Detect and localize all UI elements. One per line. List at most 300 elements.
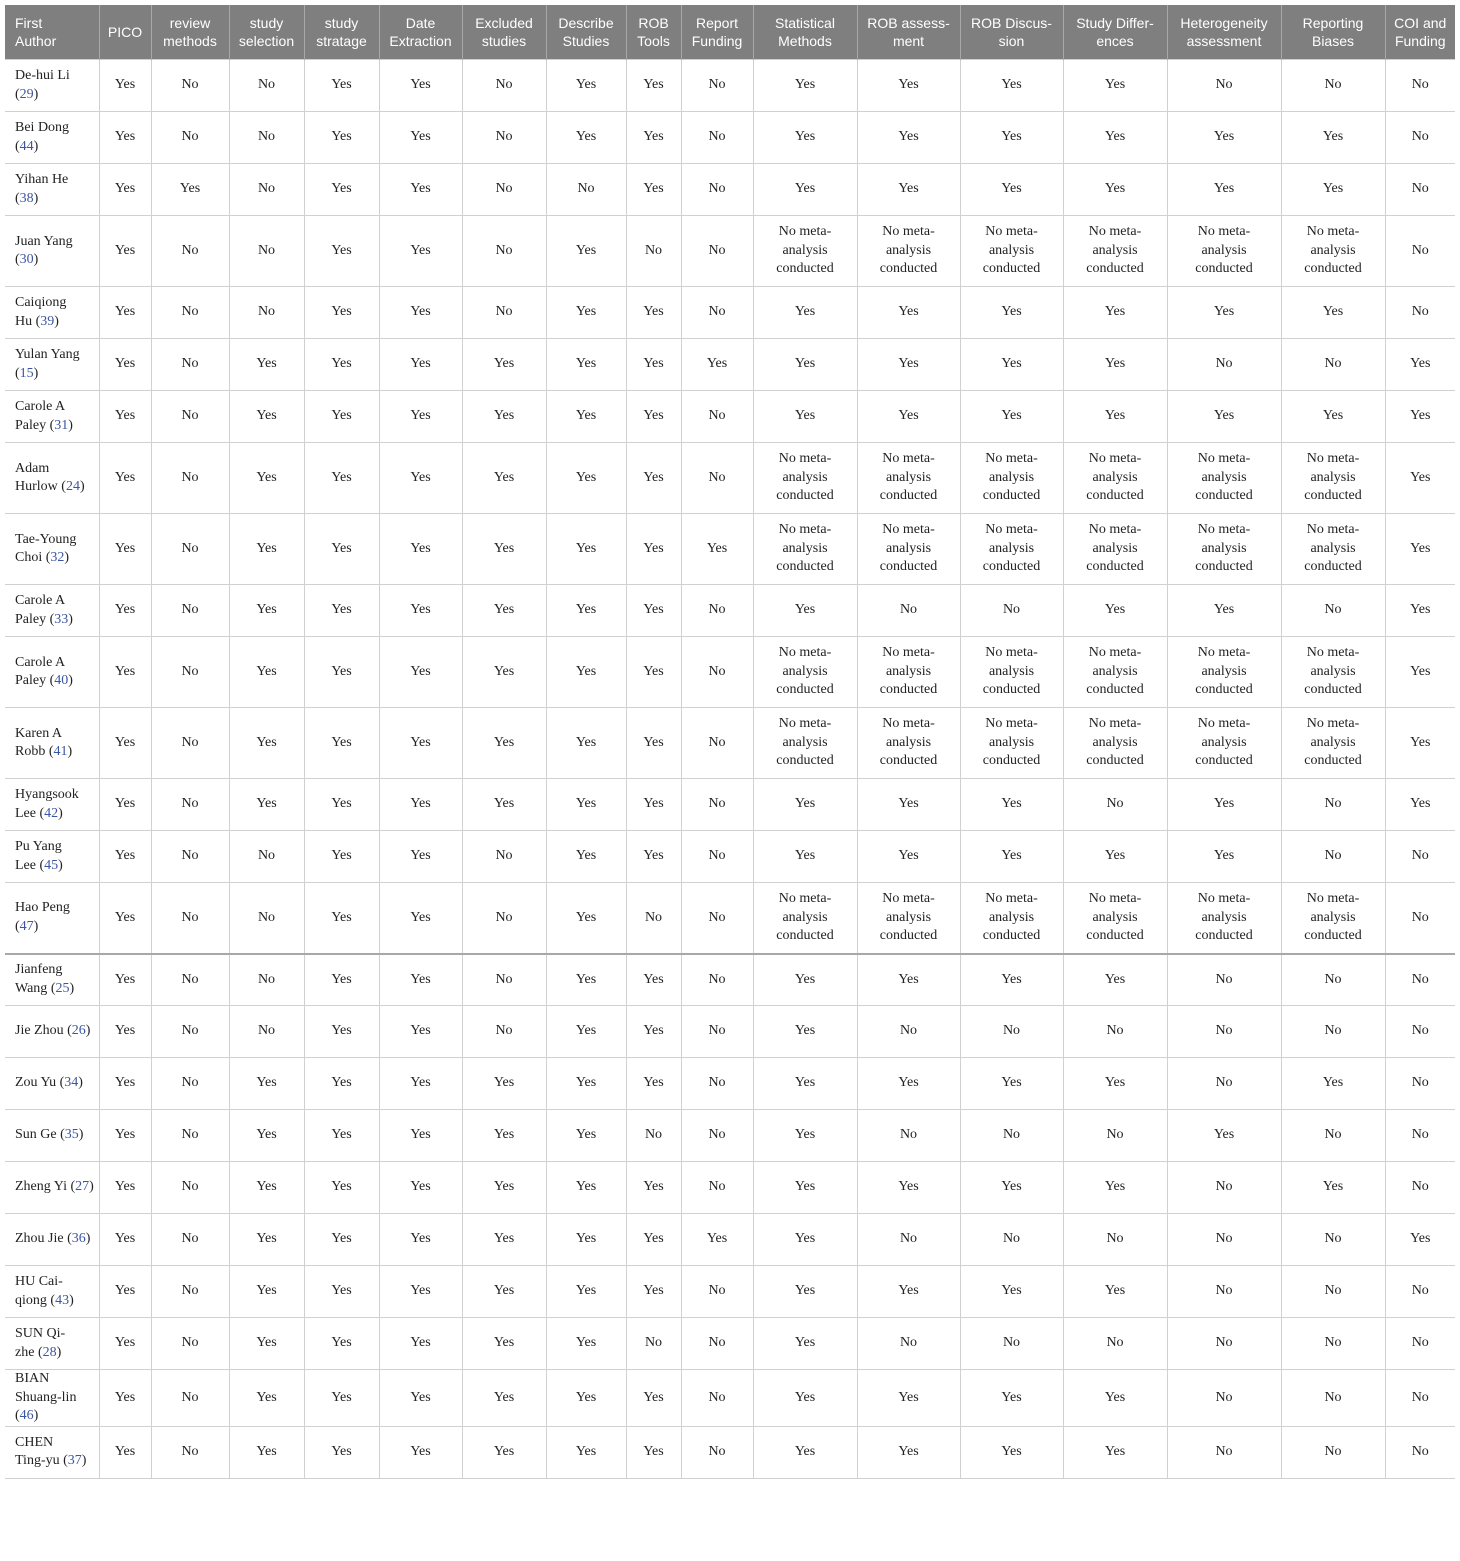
no-meta-text: analysis (782, 469, 828, 485)
no-meta-text: conducted (1195, 488, 1253, 504)
no-meta-text: analysis (885, 663, 932, 679)
value-cell: No (151, 339, 229, 391)
no-meta-text: conducted (776, 559, 834, 575)
value-cell: Yes (1167, 287, 1281, 339)
author-name: Tae-Young (15, 531, 77, 547)
value-cell: Yes (229, 779, 304, 831)
reference-link[interactable]: 27 (75, 1179, 90, 1195)
value-cell: Yes (857, 1058, 960, 1110)
value-cell: Yes (1385, 637, 1455, 708)
value-cell: No (1385, 1370, 1455, 1427)
value-cell: Yes (304, 1214, 379, 1266)
value-cell: Yes (304, 883, 379, 954)
value-cell: Yes (1281, 164, 1385, 216)
value-cell: No (681, 1162, 753, 1214)
value-cell: No (151, 112, 229, 164)
no-meta-text: conducted (1086, 928, 1144, 943)
value-cell: No (462, 60, 546, 112)
value-cell: Yes (379, 391, 462, 443)
value-cell (1281, 514, 1385, 585)
value-cell (960, 443, 1063, 514)
value-cell: Yes (626, 60, 681, 112)
value-cell: Yes (99, 779, 151, 831)
author-name: Hurlow (15, 479, 58, 494)
no-meta-text: No meta- (778, 645, 832, 661)
value-cell: No (681, 831, 753, 883)
value-cell: Yes (304, 831, 379, 883)
value-cell: Yes (462, 1370, 546, 1427)
value-cell: Yes (753, 112, 857, 164)
value-cell: No (857, 1318, 960, 1370)
value-cell: No (960, 1318, 1063, 1370)
value-cell: No (1385, 954, 1455, 1006)
value-cell: Yes (1385, 339, 1455, 391)
no-meta-text: conducted (776, 261, 834, 277)
value-cell: No (681, 287, 753, 339)
value-cell: Yes (626, 1058, 681, 1110)
value-cell: Yes (626, 1214, 681, 1266)
value-cell: No (229, 883, 304, 954)
value-cell: Yes (753, 954, 857, 1006)
value-cell: Yes (960, 1426, 1063, 1478)
value-cell (960, 883, 1063, 954)
reference-link[interactable]: 44 (19, 138, 34, 154)
reference-link[interactable]: 29 (19, 86, 34, 102)
no-meta-text: conducted (1304, 928, 1362, 943)
value-cell: Yes (857, 112, 960, 164)
no-meta-text: No meta- (1197, 645, 1251, 661)
value-cell (1063, 708, 1167, 779)
column-header-text: review (169, 15, 211, 31)
reference-link[interactable]: 35 (64, 1127, 79, 1143)
value-cell: Yes (99, 164, 151, 216)
value-cell: Yes (1063, 112, 1167, 164)
value-cell: Yes (1063, 1162, 1167, 1214)
value-cell: Yes (546, 637, 626, 708)
value-cell: No (681, 1110, 753, 1162)
reference-link[interactable]: 28 (42, 1344, 57, 1360)
value-cell: No (681, 1006, 753, 1058)
column-header (960, 5, 1063, 60)
value-cell (857, 216, 960, 287)
value-cell: No (681, 585, 753, 637)
author-name: Hao Peng (15, 900, 70, 916)
value-cell: Yes (229, 1426, 304, 1478)
value-cell: No (681, 1318, 753, 1370)
value-cell: No (1167, 1006, 1281, 1058)
value-cell: Yes (626, 708, 681, 779)
reference-link[interactable]: 24 (65, 479, 80, 494)
value-cell: Yes (1063, 339, 1167, 391)
table-row (5, 1318, 1455, 1370)
value-cell: Yes (857, 1426, 960, 1478)
no-meta-text: analysis (1310, 540, 1356, 556)
value-cell: Yes (626, 1162, 681, 1214)
value-cell: Yes (626, 287, 681, 339)
author-name: Paley (15, 673, 47, 688)
reference-link[interactable]: 37 (67, 1453, 82, 1468)
author-name: Zou Yu (15, 1075, 57, 1091)
author-name: CHEN (15, 1434, 54, 1450)
no-meta-text: analysis (988, 242, 1035, 258)
value-cell: Yes (99, 391, 151, 443)
value-cell: Yes (1281, 1058, 1385, 1110)
value-cell: Yes (1063, 60, 1167, 112)
value-cell (753, 443, 857, 514)
value-cell (1167, 514, 1281, 585)
value-cell: Yes (753, 779, 857, 831)
no-meta-text: conducted (879, 682, 938, 698)
value-cell: Yes (1385, 443, 1455, 514)
value-cell: No (857, 1006, 960, 1058)
value-cell: Yes (753, 831, 857, 883)
value-cell: Yes (857, 1162, 960, 1214)
value-cell (857, 708, 960, 779)
value-cell: Yes (304, 1266, 379, 1318)
value-cell: Yes (1063, 1266, 1167, 1318)
value-cell: No (151, 1006, 229, 1058)
column-header-text: Study Differ- (1076, 15, 1154, 31)
reference-link[interactable]: 26 (71, 1023, 86, 1039)
value-cell: Yes (462, 514, 546, 585)
value-cell: Yes (681, 1214, 753, 1266)
value-cell: Yes (379, 1318, 462, 1370)
value-cell: Yes (626, 391, 681, 443)
author-name: Carole A (15, 654, 66, 670)
value-cell: Yes (304, 1110, 379, 1162)
author-name: Wang (15, 980, 48, 996)
reference-link[interactable]: 45 (44, 857, 59, 873)
value-cell: Yes (229, 339, 304, 391)
value-cell: No (151, 443, 229, 514)
value-cell: Yes (379, 287, 462, 339)
no-meta-text: No meta- (1197, 716, 1251, 732)
value-cell: No (151, 1162, 229, 1214)
value-cell: No (681, 1370, 753, 1427)
reference-link[interactable]: 38 (19, 190, 34, 206)
no-meta-text: No meta- (882, 645, 935, 661)
value-cell: Yes (229, 637, 304, 708)
value-cell: Yes (960, 339, 1063, 391)
value-cell: Yes (304, 391, 379, 443)
reference-link[interactable]: 42 (44, 805, 59, 821)
value-cell: Yes (99, 585, 151, 637)
value-cell: Yes (626, 514, 681, 585)
author-name: Yulan Yang (15, 347, 80, 362)
no-meta-text: No meta- (778, 891, 832, 906)
value-cell: No (626, 1318, 681, 1370)
value-cell: Yes (857, 954, 960, 1006)
reference-link[interactable]: 31 (54, 417, 69, 433)
value-cell: No (626, 883, 681, 954)
author-cell: Jie Zhou (26) (5, 1006, 99, 1058)
column-header-text: ROB Discus- (971, 15, 1052, 31)
value-cell: Yes (753, 585, 857, 637)
author-cell: Zheng Yi (27) (5, 1162, 99, 1214)
no-meta-text: analysis (988, 540, 1035, 556)
value-cell: No (1167, 1058, 1281, 1110)
value-cell: Yes (99, 831, 151, 883)
value-cell: Yes (304, 585, 379, 637)
no-meta-text: conducted (1195, 261, 1253, 277)
reference-link[interactable]: 32 (50, 550, 65, 565)
table-row (5, 112, 1455, 164)
value-cell (753, 216, 857, 287)
author-cell: SUN Qi- zhe (28) (5, 1318, 99, 1370)
value-cell: Yes (546, 883, 626, 954)
value-cell: Yes (1385, 779, 1455, 831)
value-cell (1281, 443, 1385, 514)
column-header (1167, 5, 1281, 60)
value-cell: Yes (546, 1110, 626, 1162)
value-cell: Yes (546, 954, 626, 1006)
no-meta-text: No meta- (985, 522, 1038, 538)
value-cell: Yes (462, 1162, 546, 1214)
column-header (151, 5, 229, 60)
value-cell: Yes (304, 1318, 379, 1370)
value-cell: No (462, 1006, 546, 1058)
no-meta-text: conducted (879, 753, 938, 769)
value-cell: Yes (546, 1058, 626, 1110)
author-name: HU Cai- (15, 1274, 63, 1289)
no-meta-text: No meta- (1197, 891, 1251, 906)
value-cell (960, 708, 1063, 779)
value-cell: Yes (626, 1370, 681, 1427)
table-row (5, 60, 1455, 112)
author-cell: Karen A Robb (41) (5, 708, 99, 779)
reference-link[interactable]: 46 (19, 1408, 34, 1423)
value-cell: Yes (462, 779, 546, 831)
value-cell: Yes (379, 883, 462, 954)
value-cell: Yes (304, 514, 379, 585)
reference-link[interactable]: 39 (40, 313, 55, 329)
value-cell: No (151, 60, 229, 112)
no-meta-text: No meta- (1306, 645, 1360, 661)
value-cell: Yes (546, 1318, 626, 1370)
value-cell: Yes (304, 1006, 379, 1058)
author-cell: HU Cai- qiong (43) (5, 1266, 99, 1318)
value-cell: Yes (1385, 585, 1455, 637)
column-header-text: Statistical (775, 15, 835, 31)
no-meta-text: No meta- (1197, 522, 1251, 538)
value-cell: Yes (753, 1266, 857, 1318)
no-meta-text: analysis (988, 663, 1035, 679)
value-cell: No (1385, 216, 1455, 287)
value-cell: Yes (546, 1266, 626, 1318)
author-name: Shuang-lin (15, 1389, 77, 1405)
value-cell: No (681, 883, 753, 954)
column-header-text: Author (15, 33, 57, 49)
no-meta-text: No meta- (1088, 716, 1142, 732)
value-cell: Yes (99, 954, 151, 1006)
reference-link[interactable]: 36 (71, 1231, 86, 1247)
value-cell: Yes (626, 831, 681, 883)
value-cell: Yes (960, 954, 1063, 1006)
column-header-text: Describe (558, 15, 614, 31)
column-header-text: Biases (1311, 33, 1355, 49)
value-cell: No (681, 1426, 753, 1478)
value-cell: Yes (99, 216, 151, 287)
value-cell: No (151, 831, 229, 883)
author-cell: Zhou Jie (36) (5, 1214, 99, 1266)
no-meta-text: conducted (1086, 559, 1144, 575)
value-cell (1063, 637, 1167, 708)
no-meta-text: No meta- (1088, 645, 1142, 661)
value-cell: No (229, 216, 304, 287)
value-cell: Yes (99, 1214, 151, 1266)
author-name: SUN Qi- (15, 1326, 66, 1341)
value-cell: Yes (960, 60, 1063, 112)
column-header-text: ment (892, 33, 925, 49)
table-row (5, 1426, 1455, 1478)
author-name: zhe (15, 1344, 35, 1360)
value-cell: No (1167, 339, 1281, 391)
value-cell (1167, 708, 1281, 779)
value-cell: Yes (99, 1006, 151, 1058)
value-cell: Yes (229, 1266, 304, 1318)
value-cell (1063, 216, 1167, 287)
no-meta-text: analysis (1092, 242, 1138, 258)
author-name: Karen A (15, 725, 63, 741)
no-meta-text: analysis (1201, 663, 1247, 679)
no-meta-text: No meta- (882, 891, 935, 906)
table-row (5, 708, 1455, 779)
reference-link[interactable]: 40 (54, 673, 69, 688)
value-cell: Yes (229, 391, 304, 443)
value-cell: No (1385, 1162, 1455, 1214)
value-cell: No (960, 585, 1063, 637)
no-meta-text: analysis (1092, 734, 1138, 750)
no-meta-text: No meta- (1088, 451, 1142, 467)
no-meta-text: conducted (1086, 753, 1144, 769)
value-cell: Yes (753, 1214, 857, 1266)
value-cell: Yes (462, 1058, 546, 1110)
author-cell: CHEN Ting-yu (37) (5, 1426, 99, 1478)
reference-link[interactable]: 33 (54, 611, 69, 627)
value-cell: No (857, 1214, 960, 1266)
no-meta-text: No meta- (882, 224, 935, 240)
value-cell: Yes (857, 339, 960, 391)
no-meta-text: conducted (1304, 753, 1362, 769)
value-cell: Yes (462, 585, 546, 637)
column-header (379, 5, 462, 60)
value-cell: No (1385, 1058, 1455, 1110)
no-meta-text: analysis (988, 469, 1035, 485)
amstar-quality-table (5, 5, 1455, 1479)
value-cell: No (229, 831, 304, 883)
value-cell: No (1167, 1318, 1281, 1370)
no-meta-text: conducted (1304, 559, 1362, 575)
value-cell: No (1281, 585, 1385, 637)
value-cell: No (1385, 60, 1455, 112)
reference-link[interactable]: 30 (19, 252, 34, 267)
value-cell: Yes (229, 1318, 304, 1370)
value-cell: No (151, 514, 229, 585)
table-row (5, 443, 1455, 514)
value-cell: No (1063, 779, 1167, 831)
value-cell (1063, 514, 1167, 585)
no-meta-text: No meta- (1088, 891, 1142, 906)
value-cell (960, 514, 1063, 585)
header-row (5, 5, 1455, 60)
column-header-text: Date (405, 15, 436, 31)
no-meta-text: No meta- (1197, 224, 1251, 240)
reference-link[interactable]: 34 (64, 1075, 79, 1091)
no-meta-text: conducted (1195, 682, 1253, 698)
value-cell: Yes (304, 112, 379, 164)
no-meta-text: analysis (885, 469, 932, 485)
reference-link[interactable]: 47 (19, 918, 34, 934)
value-cell: Yes (1385, 514, 1455, 585)
value-cell: Yes (379, 60, 462, 112)
value-cell: No (1167, 1266, 1281, 1318)
value-cell: Yes (1063, 164, 1167, 216)
no-meta-text: No meta- (882, 451, 935, 467)
value-cell (1167, 216, 1281, 287)
reference-link[interactable]: 15 (19, 365, 34, 381)
no-meta-text: No meta- (1306, 716, 1360, 732)
reference-link[interactable]: 41 (53, 744, 68, 759)
value-cell: No (151, 1426, 229, 1478)
column-header-text: study (249, 15, 284, 31)
value-cell: No (151, 637, 229, 708)
no-meta-text: conducted (776, 753, 834, 769)
no-meta-text: No meta- (778, 716, 832, 732)
column-header (1063, 5, 1167, 60)
no-meta-text: analysis (1310, 909, 1356, 925)
column-header-text: COI and (1394, 15, 1447, 31)
value-cell: Yes (626, 112, 681, 164)
value-cell: No (681, 708, 753, 779)
no-meta-text: analysis (1201, 469, 1247, 485)
no-meta-text: conducted (879, 488, 938, 504)
value-cell: Yes (546, 708, 626, 779)
value-cell: Yes (753, 60, 857, 112)
value-cell: No (229, 287, 304, 339)
value-cell: Yes (546, 60, 626, 112)
author-name: Pu Yang (15, 839, 62, 854)
no-meta-text: conducted (879, 928, 938, 943)
column-header (626, 5, 681, 60)
value-cell: Yes (229, 1162, 304, 1214)
value-cell: Yes (379, 1370, 462, 1427)
reference-link[interactable]: 43 (55, 1292, 70, 1308)
author-name: Juan Yang (15, 233, 73, 249)
no-meta-text: No meta- (985, 451, 1038, 467)
no-meta-text: conducted (982, 559, 1041, 575)
value-cell (857, 443, 960, 514)
reference-link[interactable]: 25 (55, 980, 70, 996)
value-cell (960, 216, 1063, 287)
value-cell: Yes (960, 1058, 1063, 1110)
author-name: Robb (15, 744, 46, 759)
value-cell: Yes (960, 287, 1063, 339)
no-meta-text: conducted (1195, 928, 1253, 943)
value-cell: Yes (304, 60, 379, 112)
no-meta-text: conducted (776, 928, 834, 943)
value-cell: No (857, 1110, 960, 1162)
value-cell: Yes (626, 637, 681, 708)
no-meta-text: conducted (1304, 488, 1362, 504)
value-cell: Yes (960, 1266, 1063, 1318)
value-cell: Yes (546, 1214, 626, 1266)
no-meta-text: analysis (782, 909, 828, 925)
value-cell: Yes (379, 1426, 462, 1478)
value-cell: Yes (462, 1214, 546, 1266)
table-row (5, 1162, 1455, 1214)
value-cell: Yes (753, 339, 857, 391)
value-cell: No (1281, 1370, 1385, 1427)
